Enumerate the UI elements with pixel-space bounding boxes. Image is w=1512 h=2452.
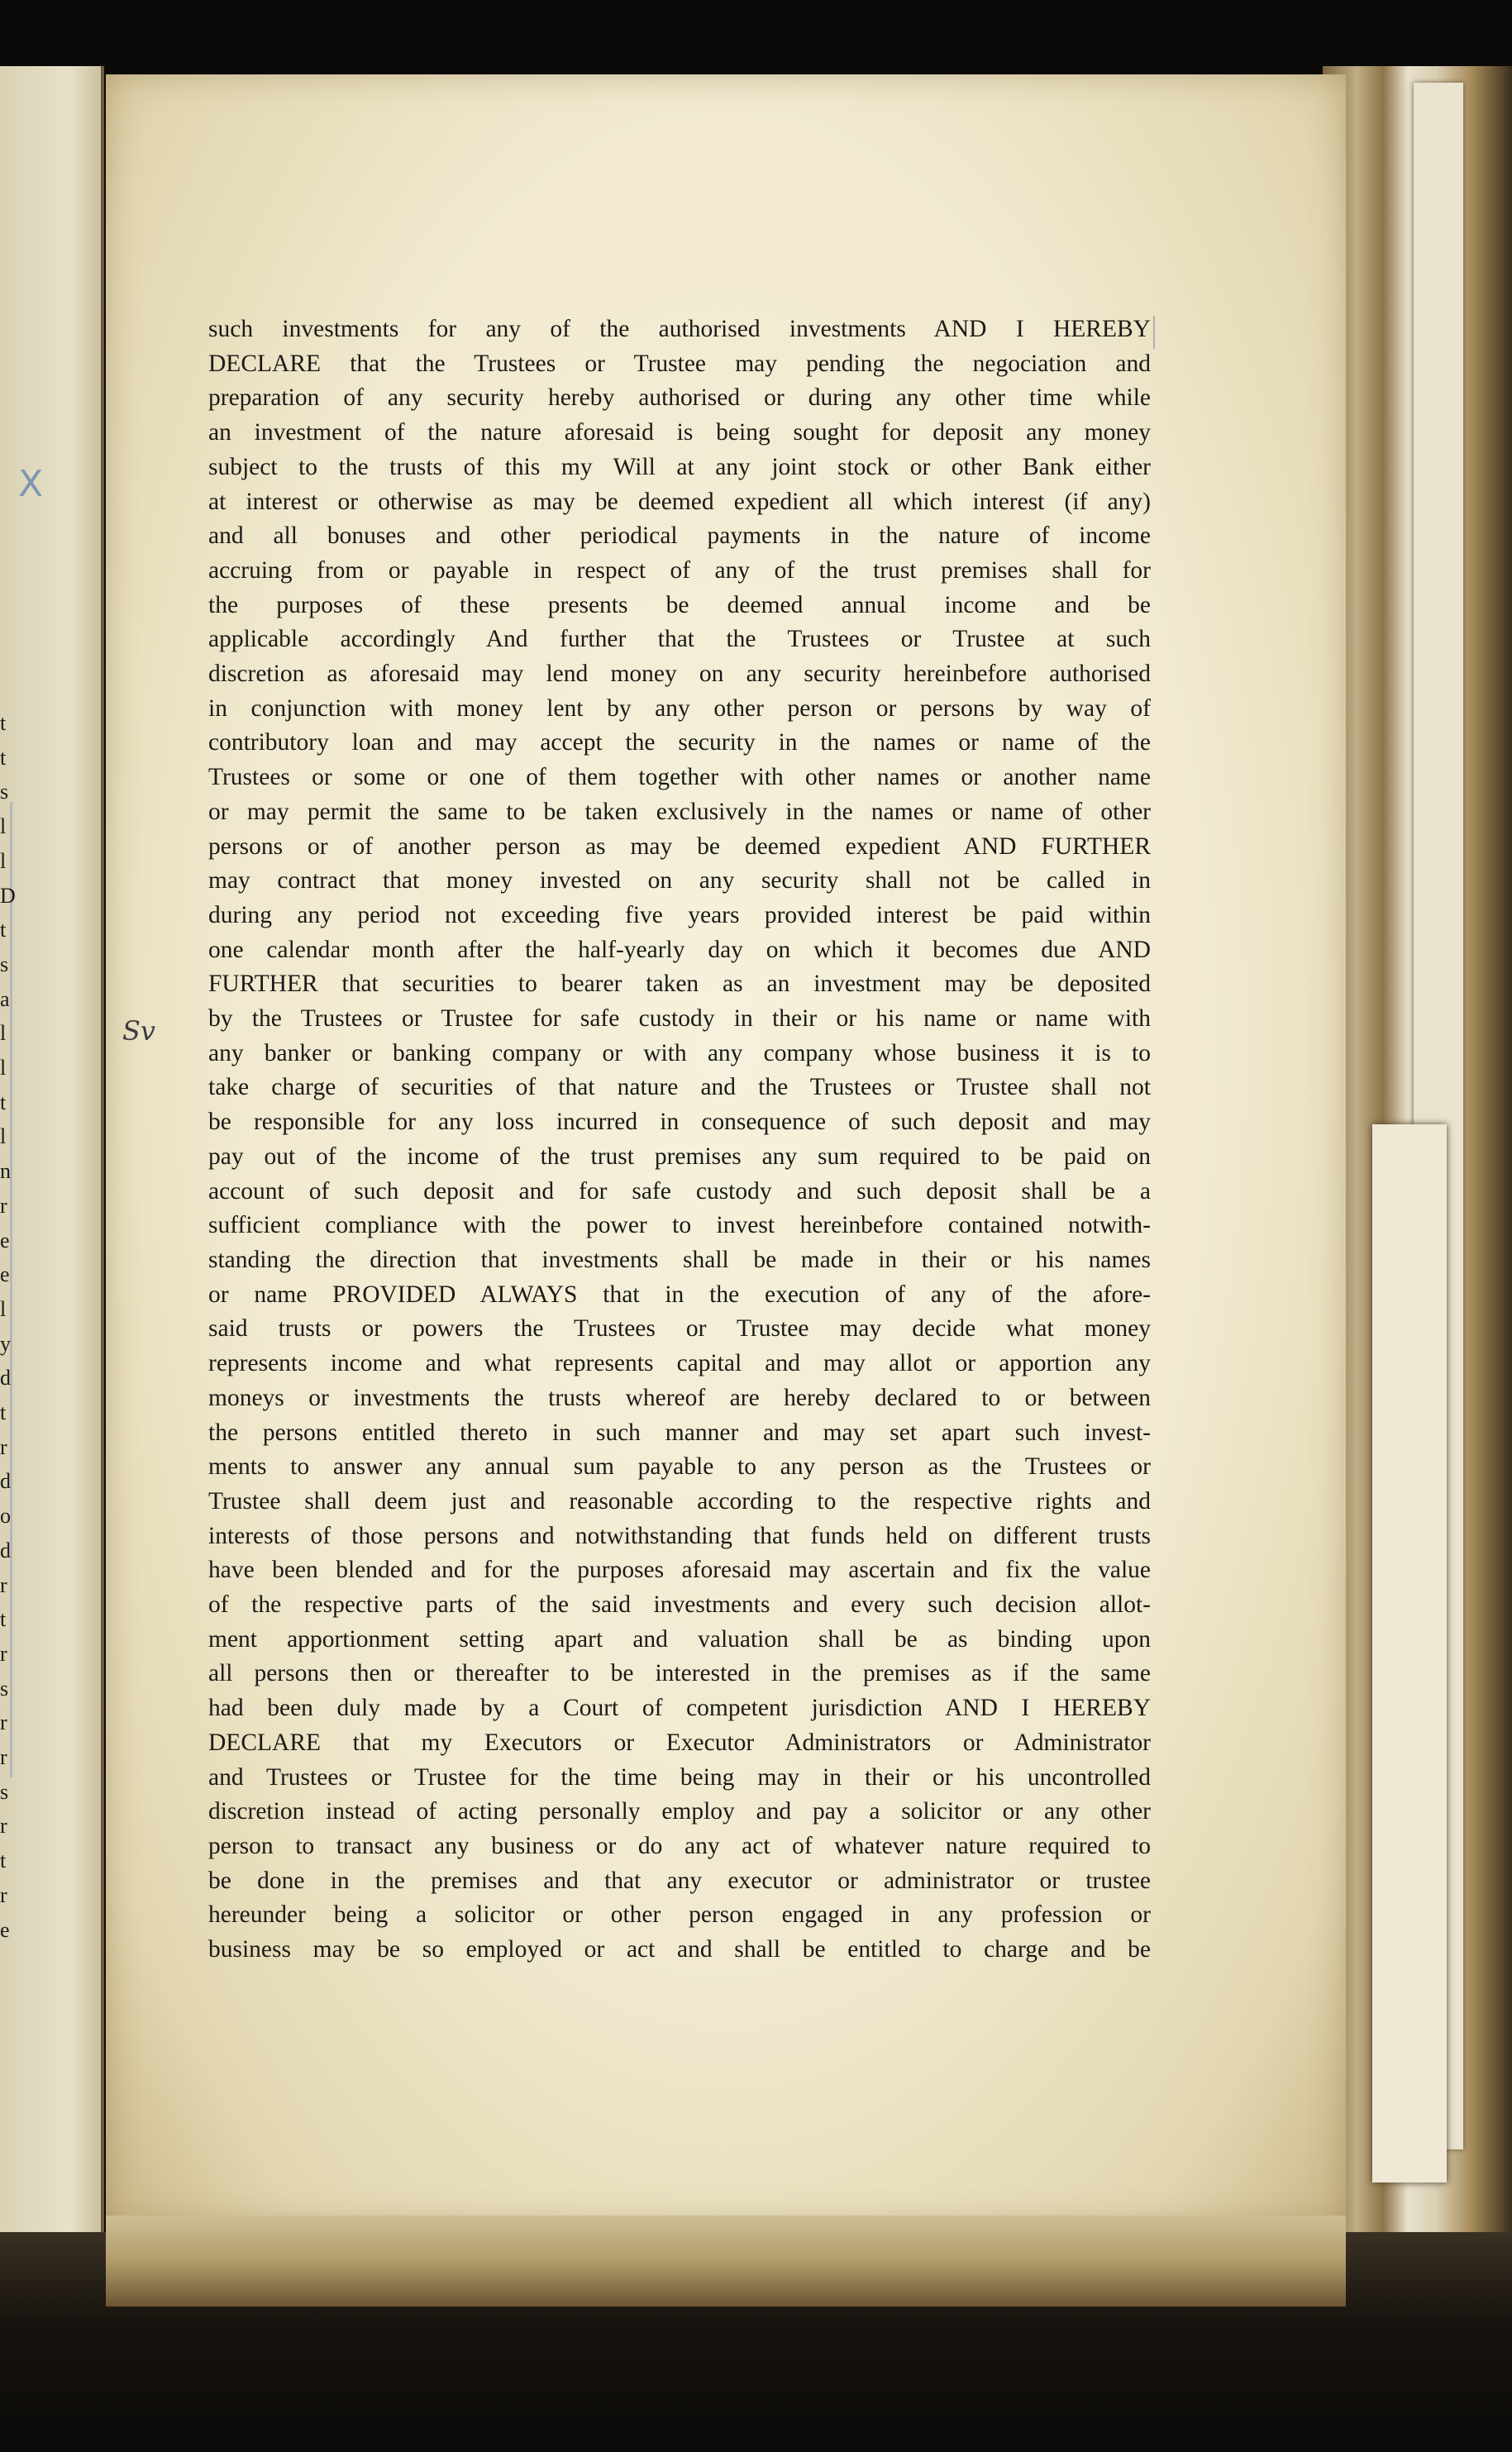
left-page-fragment: d	[0, 1366, 11, 1391]
left-page-fragment: r	[0, 1572, 7, 1597]
text-line: had been duly made by a Court of competent jurisdiction AND I HEREBY	[208, 1695, 1151, 1722]
margin-annotation: Sv	[122, 1015, 155, 1047]
text-line: applicable accordingly And further that the Trustees or Trustee at such	[208, 626, 1151, 653]
text-line: business may be so employed or act and shall be entitled to charge and be	[208, 1936, 1151, 1963]
left-page-fragment: r	[0, 1193, 7, 1218]
left-page-fragment: t	[0, 745, 7, 770]
left-page-edge	[0, 66, 104, 2249]
text-line: hereunder being a solicitor or other person engaged in any profession or	[208, 1901, 1151, 1929]
text-line: such investments for any of the authorised investments AND I HEREBY	[208, 316, 1151, 342]
text-line: contributory loan and may accept the security in the names or name of the	[208, 729, 1151, 756]
left-page-fragment: r	[0, 1814, 7, 1839]
text-line: preparation of any security hereby authorised or during any other time while	[208, 384, 1151, 412]
text-line: accruing from or payable in respect of any of the trust premises shall for	[208, 556, 1151, 584]
text-line: in conjunction with money lent by any other person or persons by way of	[208, 694, 1151, 722]
text-line: discretion instead of acting personally employ and pay a solicitor or any other	[208, 1798, 1151, 1825]
pencil-rule	[1153, 316, 1155, 349]
left-page-fragment: n	[0, 1159, 11, 1184]
text-line: of the respective parts of the said investments and every such decision allot-	[208, 1591, 1151, 1619]
left-page-fragment: D	[0, 883, 16, 908]
left-page-fragment: r	[0, 1745, 7, 1769]
left-page-fragment: a	[0, 986, 10, 1011]
left-page-fragment: e	[0, 1917, 10, 1942]
text-line: ments to answer any annual sum payable to any person as the Trustees or	[208, 1453, 1151, 1481]
text-line: standing the direction that investments shall be made in their or his names	[208, 1246, 1151, 1273]
left-page-fragment: d	[0, 1469, 11, 1494]
left-page-fragment: s	[0, 780, 9, 804]
text-line: interests of those persons and notwithstanding that funds held on different trusts	[208, 1522, 1151, 1549]
text-line: have been blended and for the purposes aforesaid may ascertain and fix the value	[208, 1557, 1151, 1584]
text-line: and all bonuses and other periodical payments in the nature of income	[208, 522, 1151, 550]
text-line: by the Trustees or Trustee for safe custody in their or his name or name with	[208, 1005, 1151, 1033]
left-page-fragment: y	[0, 1331, 11, 1356]
left-page-fragment: t	[0, 1849, 7, 1873]
text-line: account of such deposit and for safe custody and such deposit shall be a	[208, 1177, 1151, 1205]
text-line: the purposes of these presents be deemed annual income and be	[208, 591, 1151, 618]
text-line: take charge of securities of that nature and the Trustees or Trustee shall not	[208, 1074, 1151, 1101]
pencil-x-mark: X	[18, 463, 44, 505]
left-page-fragment: r	[0, 1710, 7, 1735]
text-line: ment apportionment setting apart and valuation shall be as binding upon	[208, 1625, 1151, 1653]
text-line: Trustee shall deem just and reasonable according to the respective rights and	[208, 1487, 1151, 1515]
book-edge-stack	[1323, 66, 1512, 2298]
left-page-fragment: l	[0, 1296, 7, 1321]
text-line: FURTHER that securities to bearer taken as an investment may be deposited	[208, 971, 1151, 998]
text-line: all persons then or thereafter to be interested in the premises as if the same	[208, 1660, 1151, 1687]
left-page-fragment: t	[0, 1607, 7, 1632]
text-line: or may permit the same to be taken exclusively in the names or name of other	[208, 798, 1151, 825]
left-page-fragment: r	[0, 1882, 7, 1907]
page-bottom-edge	[106, 2216, 1346, 2307]
left-page-fragment: l	[0, 1021, 7, 1046]
text-line: at interest or otherwise as may be deemed expedient all which interest (if any)	[208, 488, 1151, 515]
left-page-fragment: r	[0, 1434, 7, 1459]
left-page-fragment: t	[0, 1400, 7, 1424]
text-line: any banker or banking company or with any company whose business it is to	[208, 1039, 1151, 1066]
document-body	[208, 312, 1151, 1968]
text-line: be responsible for any loss incurred in consequence of such deposit and may	[208, 1109, 1151, 1136]
left-page-fragment: l	[0, 1124, 7, 1149]
text-line: be done in the premises and that any executor or administrator or trustee	[208, 1867, 1151, 1894]
left-page-fragment: t	[0, 711, 7, 735]
left-page-fragment: t	[0, 1090, 7, 1114]
text-line: during any period not exceeding five years provided interest be paid within	[208, 901, 1151, 928]
left-page-fragment: s	[0, 952, 9, 976]
text-line: represents income and what represents capital and may allot or apportion any	[208, 1350, 1151, 1377]
text-line: person to transact any business or do any act of whatever nature required to	[208, 1832, 1151, 1859]
page-edge-leaf	[1372, 1124, 1447, 2182]
left-page-fragment: t	[0, 918, 7, 942]
text-line: persons or of another person as may be deemed expedient AND FURTHER	[208, 832, 1151, 860]
left-page-fragment: l	[0, 1056, 7, 1080]
text-line: Trustees or some or one of them together with other names or another name	[208, 764, 1151, 791]
left-page-fragment: d	[0, 1538, 11, 1562]
left-page-fragment: s	[0, 1676, 9, 1701]
text-line: the persons entitled thereto in such manner and may set apart such invest-	[208, 1419, 1151, 1446]
left-page-fragment: l	[0, 848, 7, 873]
left-page-fragment: e	[0, 1262, 10, 1287]
text-line: pay out of the income of the trust premises any sum required to be paid on	[208, 1143, 1151, 1170]
left-page-fragment: s	[0, 1779, 9, 1804]
text-line: subject to the trusts of this my Will at any joint stock or other Bank either	[208, 453, 1151, 480]
text-line: DECLARE that the Trustees or Trustee may pending the negociation and	[208, 350, 1151, 377]
text-line: one calendar month after the half-yearly day on which it becomes due AND	[208, 936, 1151, 963]
text-line: may contract that money invested on any security shall not be called in	[208, 867, 1151, 894]
text-line: said trusts or powers the Trustees or Trustee may decide what money	[208, 1315, 1151, 1343]
left-page-fragment: o	[0, 1504, 11, 1529]
text-line: DECLARE that my Executors or Executor Administrators or Administrator	[208, 1729, 1151, 1756]
left-page-fragment: e	[0, 1228, 10, 1252]
text-line: sufficient compliance with the power to invest hereinbefore contained notwith-	[208, 1212, 1151, 1239]
left-page-fragment: l	[0, 814, 7, 839]
text-line: moneys or investments the trusts whereof are hereby declared to or between	[208, 1384, 1151, 1411]
text-line: or name PROVIDED ALWAYS that in the execution of any of the afore-	[208, 1281, 1151, 1308]
text-line: and Trustees or Trustee for the time being may in their or his uncontrolled	[208, 1763, 1151, 1791]
text-line: an investment of the nature aforesaid is being sought for deposit any money	[208, 419, 1151, 446]
text-line: discretion as aforesaid may lend money on any security hereinbefore authorised	[208, 661, 1151, 688]
left-page-fragment: r	[0, 1641, 7, 1666]
